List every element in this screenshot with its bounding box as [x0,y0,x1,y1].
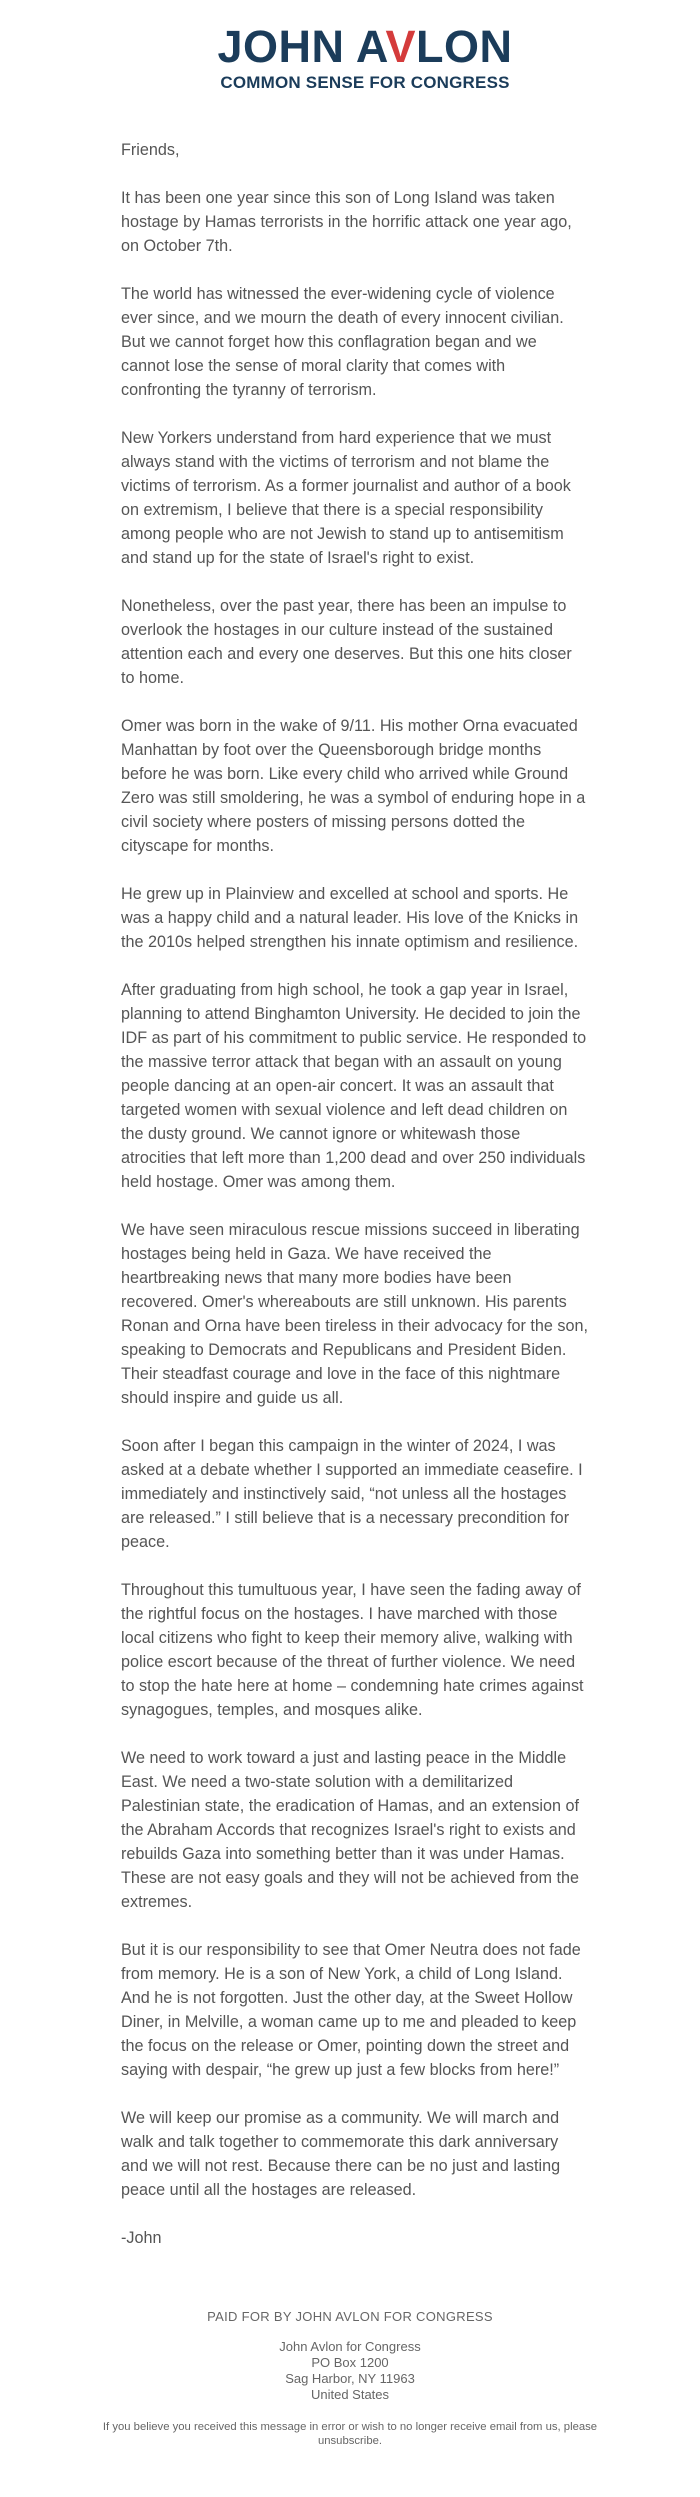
unsubscribe-text: If you believe you received this message in error or wish to no longer receive email from us, [102,2421,564,2433]
letter-paragraph: We need to work toward a just and lasting peace in the Middle East. We need a two-state solution with a demilitarized Palestinian state, the eradication of Hamas, and an extension of the Abraham Accords that recognizes Israel's right to exists and rebuilds Gaza into something better than it was under Hamas. These are not easy goals and they will not be achieved from the extremes. [121,1749,580,1911]
unsubscribe-suffix: . [378,2435,383,2447]
signature: -John [121,2229,162,2247]
campaign-logo [215,21,515,93]
address-line: John Avlon for Congress [279,2339,421,2354]
letter-paragraph: Throughout this tumultuous year, I have seen the fading away of the rightful focus on the hostages. I have marched with those local citizens who fight to keep their memory alive, walking with police escort because of the threat of further violence. We need to stop the hate here at home – condemning hate crimes against synagogues, temples, and mosques alike. [121,1581,584,1719]
logo-name-last: LON [416,21,513,72]
letter-paragraph: Soon after I began this campaign in the winter of 2024, I was asked at a debate whether I supported an immediate ceasefire. I immediately and instinctively said, “not unless all the hostages are released.” I still believe that is a necessary precondition for peace. [121,1437,583,1551]
letter-paragraph: After graduating from high school, he took a gap year in Israel, planning to attend Binghamton University. He decided to join the IDF as part of his commitment to public service. He responded to the massive terror attack that began with an assault on young people dancing at an open-air concert. It was an assault that targeted women with sexual violence and left dead children on the dusty ground. We cannot ignore or whitewash those atrocities that left more than 1,200 dead and over 250 individuals held hostage. Omer was among them. [121,981,587,1191]
address-line: PO Box 1200 [311,2355,389,2370]
email-footer [100,2308,600,2448]
unsubscribe-notice [100,2420,600,2448]
salutation: Friends, [121,141,180,159]
letter-paragraph: The world has witnessed the ever-widening cycle of violence ever since, and we mourn the death of every innocent civilian. But we cannot forget how this conflagration began and we cannot lose the sense of moral clarity that comes with confronting the tyranny of terrorism. [121,285,564,399]
address-line: United States [310,2387,390,2402]
logo-wordmark [215,21,515,72]
logo-name-first: JOHN A [217,21,386,72]
letter-paragraph: But it is our responsibility to see that Omer Neutra does not fade from memory. He is a son of New York, a child of Long Island. And he is not forgotten. Just the other day, at the Sweet Hollow Diner, in Melville, a woman came up to me and pleaded to keep the focus on the release or Omer, pointing down the street and saying with despair, “he grew up just a few blocks from here!” [121,1941,581,2079]
email-header [0,0,700,110]
paid-for-disclaimer: PAID FOR BY JOHN AVLON FOR CONGRESS [207,2309,493,2324]
mailing-address [100,2339,600,2403]
letter-paragraph: We have seen miraculous rescue missions succeed in liberating hostages being held in Gaza. We have received the heartbreaking news that many more bodies have been recovered. Omer's whereabouts are still unknown. His parents Ronan and Orna have been tireless in their advocacy for the son, speaking to Democrats and Republicans and President Biden. Their steadfast courage and love in the face of this nightmare should inspire and guide us all. [121,1221,589,1407]
letter-paragraph: We will keep our promise as a community. We will march and walk and talk together to commemorate this dark anniversary and we will not rest. Because there can be no just and lasting peace until all the hostages are released. [121,2109,561,2199]
address-line: Sag Harbor, NY 11963 [285,2371,415,2386]
letter-paragraph: He grew up in Plainview and excelled at school and sports. He was a happy child and a natural leader. His love of the Knicks in the 2010s helped strengthen his innate optimism and resilience. [121,885,579,951]
letter-paragraph: Omer was born in the wake of 9/11. His mother Orna evacuated Manhattan by foot over the Queensborough bridge months before he was born. Like every child who arrived while Ground Zero was still smoldering, he was a symbol of enduring hope in a civil society where posters of missing persons dotted the cityscape for months. [121,717,586,855]
letter-body [121,138,589,2274]
unsubscribe-link[interactable]: please unsubscribe [317,2421,598,2447]
letter-paragraph: It has been one year since this son of Long Island was taken hostage by Hamas terrorists in the horrific attack one year ago, on October 7th. [121,189,572,255]
logo-name-v: V [385,21,417,72]
logo-tagline: COMMON SENSE FOR CONGRESS [220,73,510,92]
letter-paragraph: Nonetheless, over the past year, there has been an impulse to overlook the hostages in our culture instead of the sustained attention each and every one deserves. But this one hits closer to home. [121,597,572,687]
letter-paragraph: New Yorkers understand from hard experience that we must always stand with the victims of terrorism and not blame the victims of terrorism. As a former journalist and author of a book on extremism, I believe that there is a special responsibility among people who are not Jewish to stand up to antisemitism and stand up for the state of Israel's right to exist. [121,429,571,567]
